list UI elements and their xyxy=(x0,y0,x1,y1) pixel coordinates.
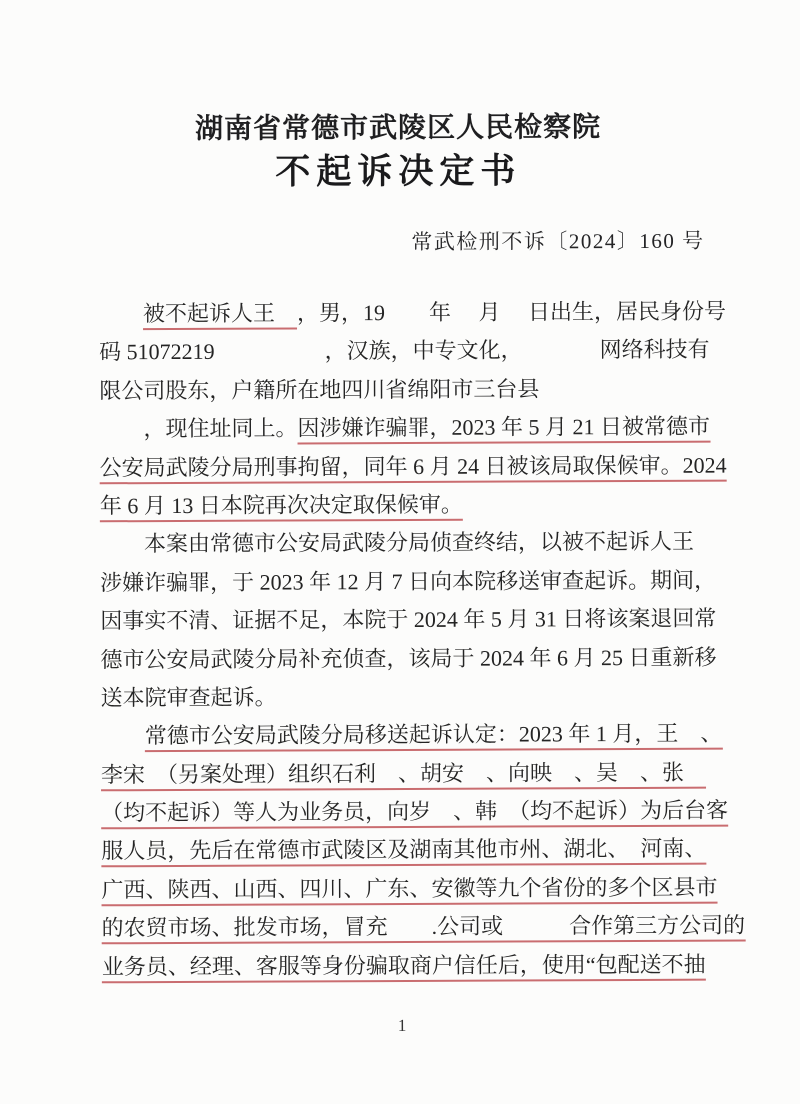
document-line xyxy=(101,868,727,909)
document-number: 常武检刑不诉〔2024〕160 号 xyxy=(411,228,705,254)
document-line xyxy=(99,293,725,334)
red-underlined-text: 被不起诉人王 xyxy=(143,300,297,330)
document-line xyxy=(99,331,725,372)
body-text-segment: 限公司股东，户籍所在地四川省绵阳市三台县 xyxy=(99,376,540,404)
red-underlined-text: 公安局武陵分局刑事拘留，同年 6 月 24 日被该局取保候审。2024 xyxy=(100,452,727,484)
red-underlined-text: 的农贸市场、批发市场，冒充 .公司或 合作第三方公司的 xyxy=(102,913,746,945)
document-line xyxy=(102,945,728,986)
body-text-segment: ，现住址同上。 xyxy=(99,415,298,442)
procuratorate-name-title: 湖南省常德市武陵区人民检察院 xyxy=(195,112,602,145)
document-line xyxy=(100,600,726,641)
document-line xyxy=(101,907,746,948)
document-line xyxy=(101,830,727,871)
document-line xyxy=(100,446,726,487)
document-line xyxy=(101,715,727,756)
red-underlined-text: 因涉嫌诈骗罪，2023 年 5 月 21 日被常德市 xyxy=(297,414,710,445)
document-line xyxy=(101,676,727,717)
body-text-segment: 码 51072219 ，汉族，中专文化， 网络科技有 xyxy=(99,337,710,365)
red-underlined-text: 李宋 （另案处理）组织石利 、胡安 、向映 、吴 、张 xyxy=(101,759,706,791)
red-underlined-text: 广西、陕西、山西、四川、广东、安徽等九个省份的多个区县市 xyxy=(101,874,717,906)
document-line xyxy=(100,561,726,602)
red-underlined-text: 业务员、经理、客服等身份骗取商户信任后，使用“包配送不抽 xyxy=(102,951,706,983)
red-underlined-text: 服人员，先后在常德市武陵区及湖南其他市州、湖北、 河南、 xyxy=(101,836,706,868)
body-text-segment: 因事实不清、证据不足，本院于 2024 年 5 月 31 日将该案退回常 xyxy=(100,605,717,634)
document-line xyxy=(101,792,727,833)
body-text-segment: 涉嫌诈骗罪，于 2023 年 12 月 7 日向本院移送审查起诉。期间， xyxy=(100,567,717,596)
body-text-segment xyxy=(99,301,143,326)
document-line xyxy=(100,485,726,526)
body-text-segment: 送本院审查起诉。 xyxy=(100,684,277,711)
document-line xyxy=(100,638,726,679)
red-underlined-text: 常德市公安局武陵分局移送起诉认定：2023 年 1 月，王 、 xyxy=(145,721,723,753)
document-body xyxy=(99,293,746,987)
document-line xyxy=(99,369,725,410)
document-line xyxy=(101,753,727,794)
document-line xyxy=(99,408,725,449)
body-text-segment: 德市公安局武陵分局补充侦查，该局于 2024 年 6 月 25 日重新移 xyxy=(100,644,717,672)
red-underlined-text: 年 6 月 13 日本院再次决定取保候审。 xyxy=(100,492,463,523)
page-number: 1 xyxy=(397,1015,407,1036)
body-text-segment: ，男，19 年 月 日出生，居民身份号 xyxy=(296,298,727,326)
document-title: 不起诉决定书 xyxy=(275,151,522,192)
body-text-segment: 本案由常德市公安局武陵分局侦查终结，以被不起诉人王 xyxy=(99,529,695,557)
red-underlined-text: （均不起诉）等人为业务员，向岁 、韩 （均不起诉）为后台客 xyxy=(101,798,728,830)
body-text-segment xyxy=(101,723,145,748)
document-line xyxy=(100,523,726,564)
